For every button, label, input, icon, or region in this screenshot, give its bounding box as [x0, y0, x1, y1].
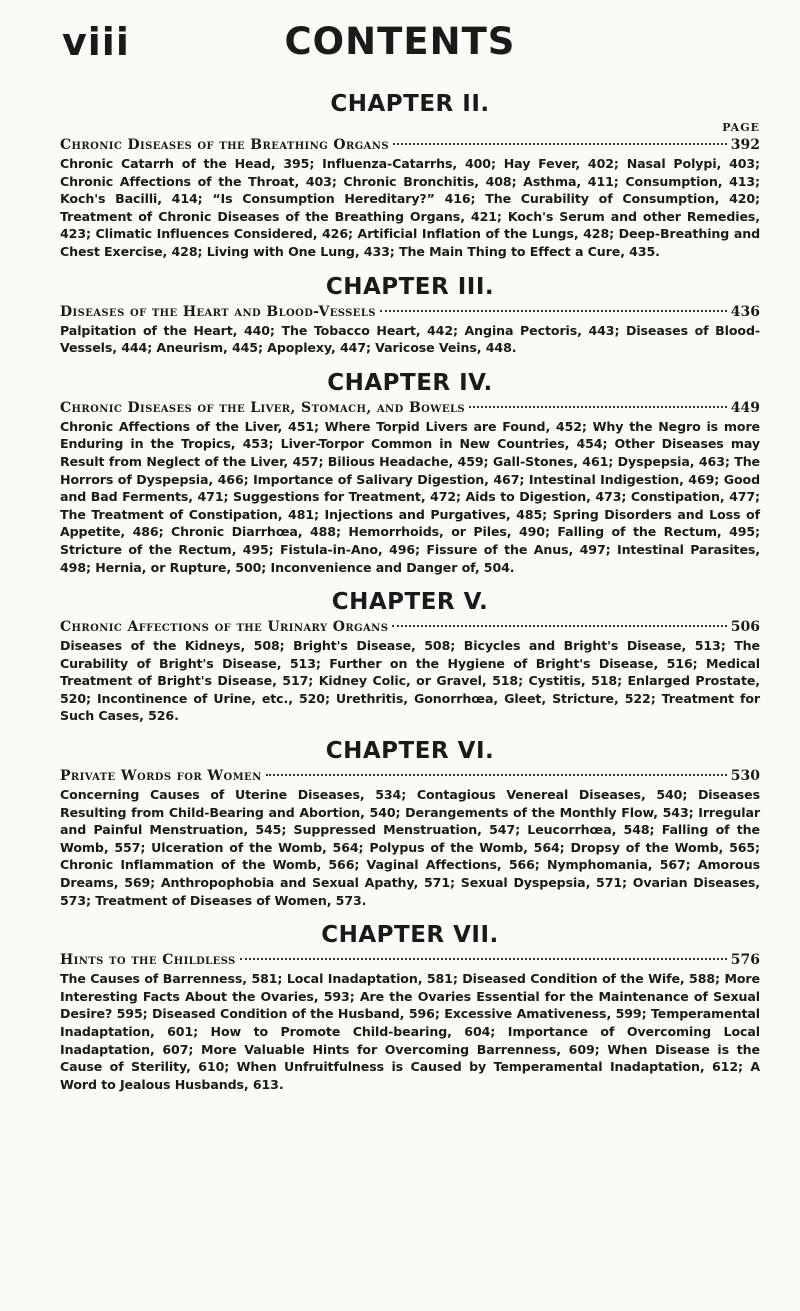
chapter-entry [60, 399, 760, 417]
chapter-entry [60, 618, 760, 636]
chapter-entry [60, 303, 760, 321]
chapter-page: 449 [730, 399, 760, 416]
dot-leader [240, 958, 727, 960]
running-head [0, 20, 800, 80]
chapter-description: Chronic Catarrh of the Head, 395; Influenza-Catarrhs, 400; Hay Fever, 402; Nasal Polypi, 403; Chronic Affections of the Throat, 403; Chronic Bronchitis, 408; Asthma, 411; Consumption, 413; Koch's Bacilli, 414; “Is Consumption Hereditary?” 416; The Curability of Consumption, 420; Treatment of Chronic Diseases of the Breathing Organs, 421; Koch's Serum and other Remedies, 423; Climatic Influences Considered, 426; Artificial Inflation of the Lungs, 428; Deep-Breathing and Chest Exercise, 428; Living with One Lung, 433; The Main Thing to Effect a Cure, 435. [60, 156, 760, 259]
dot-leader [392, 625, 726, 627]
chapter-title: Chronic Affections of the Urinary Organs [60, 619, 389, 636]
chapter-entry [60, 767, 760, 785]
chapter-page: 576 [730, 952, 760, 969]
chapter-heading: CHAPTER V. [331, 589, 489, 616]
chapter-section [60, 921, 760, 1093]
chapter-heading: CHAPTER VI. [325, 738, 495, 765]
chapter-heading: CHAPTER II. [330, 91, 490, 117]
chapter-page: 530 [730, 768, 760, 785]
chapter-description: Chronic Affections of the Liver, 451; Where Torpid Livers are Found, 452; Why the Negro is more Enduring in the Tropics, 453; Liver-Torpor Common in New Countries, 454; Other Diseases may Result from Neglect of the Liver, 457; Bilious Headache, 459; Gall-Stones, 461; Dyspepsia, 463; The Horrors of Dyspepsia, 466; Importance of Salivary Digestion, 467; Intestinal Indigestion, 469; Good and Bad Ferments, 471; Suggestions for Treatment, 472; Aids to Digestion, 473; Constipation, 477; The Treatment of Constipation, 481; Injections and Purgatives, 485; Spring Disorders and Loss of Appetite, 486; Chronic Diarrhœa, 488; Hemorrhoids, or Piles, 490; Falling of the Rectum, 495; Stricture of the Rectum, 495; Fistula-in-Ano, 496; Fissure of the Anus, 497; Intestinal Parasites, 498; Hernia, or Rupture, 500; Inconvenience and Danger of, 504. [60, 418, 760, 575]
chapter-heading: CHAPTER VII. [321, 922, 499, 949]
chapter-title: Private Words for Women [60, 768, 262, 785]
chapter-page: 392 [730, 137, 760, 153]
dot-leader [469, 406, 727, 408]
chapter-title: Chronic Diseases of the Liver, Stomach, and Bowels [60, 399, 465, 416]
chapter-description: Diseases of the Kidneys, 508; Bright's Disease, 508; Bicycles and Bright's Disease, 513; The Curability of Bright's Disease, 513; Further on the Hygiene of Bright's Disease, 516; Medical Treatment of Bright's Disease, 517; Kidney Colic, or Gravel, 518; Cystitis, 518; Enlarged Prostate, 520; Incontinence of Urine, etc., 520; Urethritis, Gonorrhœa, Gleet, Stricture, 522; Treatment for Such Cases, 526. [60, 638, 760, 724]
chapter-heading: CHAPTER IV. [327, 369, 493, 396]
chapter-page: 506 [730, 619, 760, 636]
chapter-description: The Causes of Barrenness, 581; Local Inadaptation, 581; Diseased Condition of the Wife, 588; More Interesting Facts About the Ovaries, 593; Are the Ovaries Essential for the Maintenance of Sexual Desire? 595; Diseased Condition of the Husband, 596; Excessive Amativeness, 599; Temperamental Inadaptation, 601; How to Promote Child-bearing, 604; Importance of Overcoming Local Inadaptation, 607; More Valuable Hints for Overcoming Barrenness, 609; When Disease is the Cause of Sterility, 610; When Unfruitfulness is Caused by Temperamental Inadaptation, 612; A Word to Jealous Husbands, 613. [60, 971, 760, 1092]
chapter-section [60, 90, 760, 261]
chapter-section [60, 588, 760, 725]
chapter-section [60, 273, 760, 357]
chapter-title: Hints to the Childless [60, 952, 236, 969]
dot-leader [393, 143, 727, 145]
chapter-section [60, 737, 760, 909]
chapter-entry [60, 136, 760, 154]
running-title: CONTENTS [284, 20, 516, 63]
contents-body [60, 90, 760, 1105]
chapter-section [60, 369, 760, 576]
chapter-title: Diseases of the Heart and Blood-Vessels [60, 303, 376, 320]
chapter-heading: CHAPTER III. [325, 273, 495, 300]
chapter-description: Palpitation of the Heart, 440; The Tobacco Heart, 442; Angina Pectoris, 443; Diseases of Blood-Vessels, 444; Aneurism, 445; Apoplexy, 447; Varicose Veins, 448. [60, 322, 760, 356]
chapter-description: Concerning Causes of Uterine Diseases, 534; Contagious Venereal Diseases, 540; Diseases Resulting from Child-Bearing and Abortion, 540; Derangements of the Monthly Flow, 543; Irregular and Painful Menstruation, 545; Suppressed Menstruation, 547; Leucorrhœa, 548; Falling of the Womb, 557; Ulceration of the Womb, 564; Polypus of the Womb, 564; Dropsy of the Womb, 565; Chronic Inflammation of the Womb, 566; Vaginal Affections, 566; Nymphomania, 567; Amorous Dreams, 569; Anthropophobia and Sexual Apathy, 571; Sexual Dyspepsia, 571; Ovarian Diseases, 573; Treatment of Diseases of Women, 573. [60, 787, 760, 908]
dot-leader [266, 774, 727, 776]
page-column-label: PAGE [722, 121, 760, 134]
chapter-page: 436 [730, 303, 760, 320]
dot-leader [380, 310, 727, 312]
chapter-entry [60, 951, 760, 969]
chapter-title: Chronic Diseases of the Breathing Organs [60, 137, 389, 153]
page-number: viii [62, 20, 130, 64]
